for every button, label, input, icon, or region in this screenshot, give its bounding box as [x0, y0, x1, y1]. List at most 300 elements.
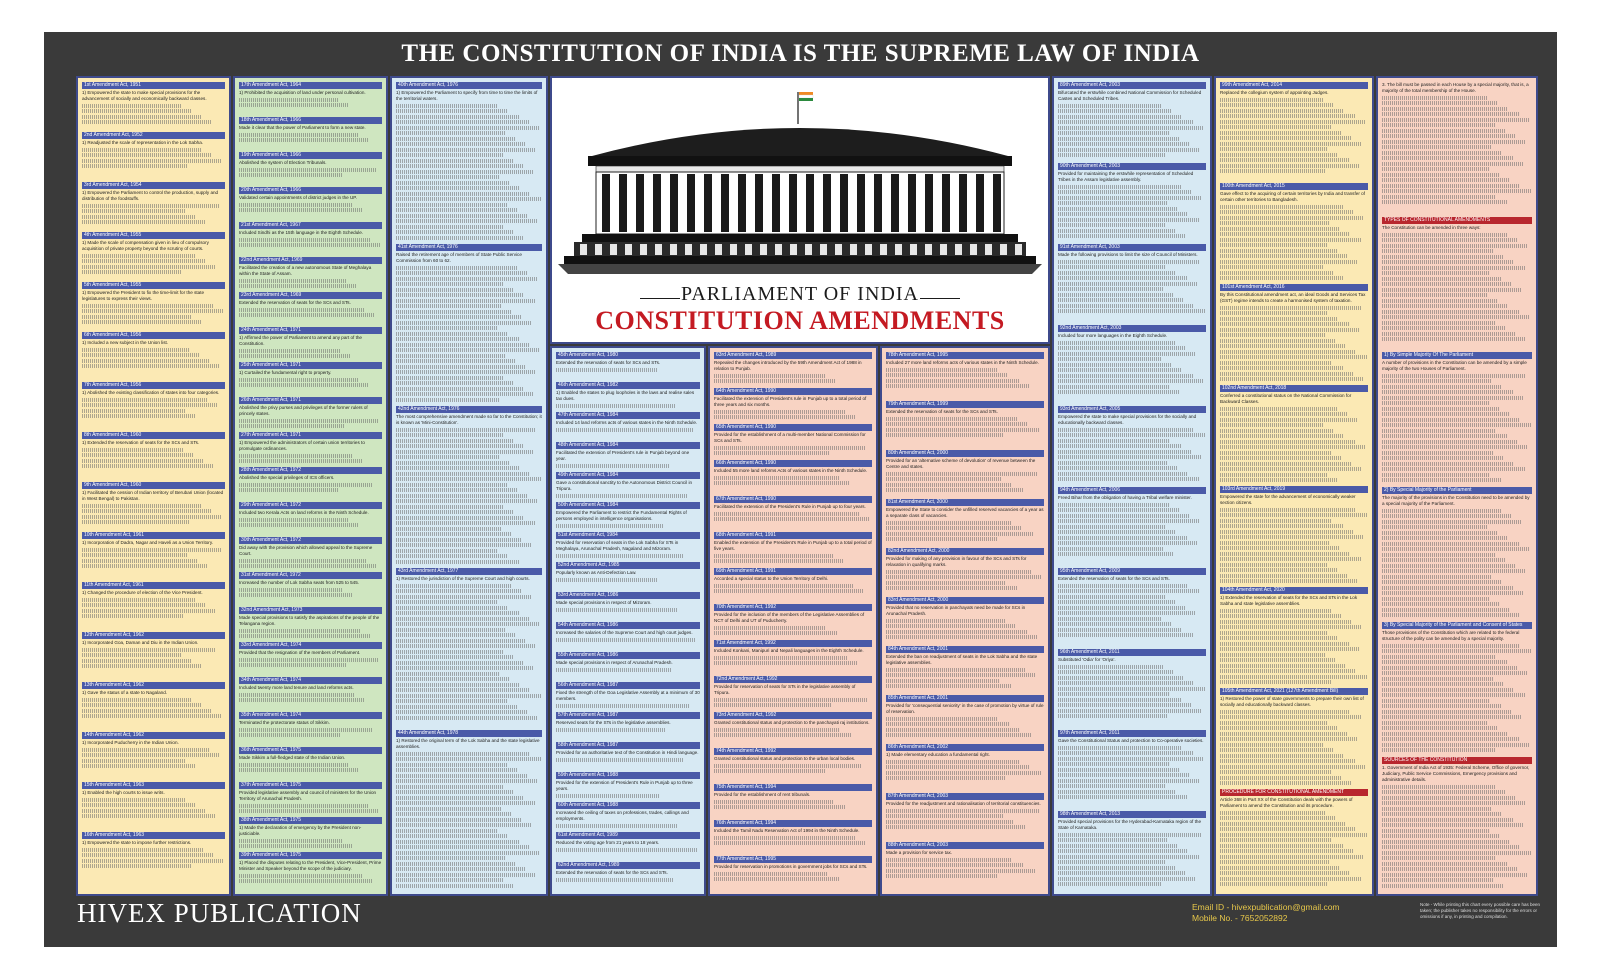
- amendment-text: Provided for the establishment of rent tribunals.: [714, 792, 811, 797]
- amendment-text: Reduced the voting age from 21 years to 18 years.: [556, 840, 660, 845]
- amendment-heading: 31st Amendment Act, 1972: [239, 572, 382, 579]
- amendment-heading: 1st Amendment Act, 1951: [82, 82, 225, 89]
- amendment-entry: [239, 152, 382, 184]
- amendment-text: Included Konkani, Manipuri and Nepali languages in the Eighth Schedule.: [714, 648, 864, 653]
- amendment-heading: 81st Amendment Act, 2000: [886, 499, 1044, 506]
- building-column: [602, 174, 610, 232]
- amendment-entry: [1382, 217, 1532, 349]
- amendment-text: Provided for an 'alternative scheme of devolution' of revenue between the Centre and states.: [886, 458, 1036, 469]
- building-window: [880, 244, 887, 255]
- fine-print-lines: [714, 872, 872, 882]
- amendment-text: Provided that no reservation in panchayats need be made for SCs in Arunachal Pradesh.: [886, 605, 1026, 616]
- building-window: [775, 244, 782, 255]
- amendment-heading: 13th Amendment Act, 1962: [82, 682, 225, 689]
- fine-print-lines: [239, 168, 382, 178]
- amendment-entry: [239, 397, 382, 429]
- amendment-text: Included 55 more land reforms Acts of various states in the Ninth Schedule.: [714, 468, 868, 473]
- amendment-heading: 43rd Amendment Act, 1977: [396, 568, 542, 575]
- fine-print-lines: [886, 668, 1044, 689]
- amendment-entry: [82, 182, 225, 229]
- amendment-text: Provided for reservation of seats in the Lok Sabha for STs in Meghalaya, Arunachal Pradesh, Nagaland and Mizoram.: [556, 540, 679, 551]
- amendment-entry: [714, 640, 872, 673]
- fine-print-lines: [556, 368, 700, 372]
- amendment-text: 1) Prohibited the acquisition of land under personal cultivation.: [239, 90, 366, 95]
- amendment-entry: [714, 424, 872, 457]
- amendment-text: Empowered the state to make special provisions for the socially and educationally backward classes.: [1058, 414, 1197, 425]
- amendment-heading: 77th Amendment Act, 1995: [714, 856, 872, 863]
- building-column: [942, 174, 950, 232]
- amendment-text: Abolished the special privileges of ICS officers.: [239, 475, 335, 480]
- fine-print-lines: [239, 419, 382, 429]
- amendment-text: The Constitution can be amended in three ways:: [1382, 225, 1481, 230]
- fine-print-lines: [1382, 509, 1532, 618]
- amendment-entry: [239, 222, 382, 254]
- amendment-text: Made a provision for service tax.: [886, 850, 953, 855]
- amendment-text: Provided for maintaining the erstwhile representation of Scheduled Tribes in the Assam legislative assembly.: [1058, 171, 1194, 182]
- fine-print-lines: [714, 410, 872, 420]
- amendment-text: 1) Enabled the states to plug loopholes in the laws and realise sales tax dues.: [556, 390, 695, 401]
- fine-print-lines: [1220, 508, 1368, 584]
- amendment-entry: [239, 537, 382, 569]
- amendment-heading: 75th Amendment Act, 1994: [714, 784, 872, 791]
- amendment-text: Provided for reservation of seats for STs in the legislative assembly of Tripura.: [714, 684, 856, 695]
- amendment-entry: [396, 730, 542, 889]
- fine-print-lines: [82, 204, 225, 225]
- amendment-heading: 88th Amendment Act, 2003: [886, 842, 1044, 849]
- amendment-column: [550, 346, 706, 896]
- amendment-text: Extended the reservation of seats for the SCs and STs.: [886, 409, 998, 414]
- fine-print-lines: [1058, 584, 1206, 638]
- fine-print-lines: [556, 704, 700, 708]
- amendment-text: 1) Extended the reservation of seats for the SCs and STs in the Lok Sabha and state legislative assemblies.: [1220, 595, 1358, 606]
- amendment-entry: [556, 832, 700, 859]
- amendment-heading: 60th Amendment Act, 1988: [556, 802, 700, 809]
- amendment-entry: [396, 244, 542, 403]
- fine-print-lines: [1058, 833, 1206, 887]
- amendment-entry: [886, 597, 1044, 643]
- amendment-heading: 33rd Amendment Act, 1974: [239, 642, 382, 649]
- amendment-heading: 7th Amendment Act, 1956: [82, 382, 225, 389]
- fine-print-lines: [82, 254, 225, 275]
- amendment-entry: [886, 744, 1044, 790]
- amendment-heading: 20th Amendment Act, 1966: [239, 187, 382, 194]
- fine-print-lines: [1058, 104, 1206, 158]
- amendment-entry: [556, 382, 700, 409]
- amendment-text: 1) Gave the status of a state to Nagaland.: [82, 690, 168, 695]
- fine-print-lines: [396, 428, 542, 564]
- amendment-entry: [886, 793, 1044, 839]
- amendment-heading: 99th Amendment Act, 2014: [1220, 82, 1368, 89]
- amendment-entry: [1058, 325, 1206, 403]
- amendment-text: Made special provisions in respect of Mizoram.: [556, 600, 652, 605]
- fine-print-lines: [239, 588, 382, 598]
- amendment-heading: 61st Amendment Act, 1989: [556, 832, 700, 839]
- amendment-entry: [82, 482, 225, 529]
- amendment-text: 1) Restored the original term of the Lok Sabha and the state legislative assemblies.: [396, 738, 540, 749]
- amendment-text: Provided for the readjustment and rationalisation of territorial constituencies.: [886, 801, 1041, 806]
- amendment-entry: [239, 712, 382, 744]
- fine-print-lines: [886, 809, 1044, 830]
- amendment-text: Facilitated the creation of a new autonomous State of Meghalaya within the State of Assam.: [239, 265, 372, 276]
- amendment-text: Facilitated the extension of President's rule in Punjab up to a total period of three years and six months.: [714, 396, 867, 407]
- amendment-text: Made the following provisions to limit the size of Council of Ministers.: [1058, 252, 1198, 257]
- amendment-heading: 3rd Amendment Act, 1954: [82, 182, 225, 189]
- amendment-text: Abolished the privy purses and privileges of the former rulers of princely states.: [239, 405, 368, 416]
- amendment-heading: 97th Amendment Act, 2011: [1058, 730, 1206, 737]
- amendment-heading: 72nd Amendment Act, 1992: [714, 676, 872, 683]
- amendment-heading: 49th Amendment Act, 1984: [556, 472, 700, 479]
- amendment-text: Provided for 'consequential seniority' in the case of promotion by virtue of rule of reservation.: [886, 703, 1044, 714]
- amendment-text: 1) Empowered the state to make special provisions for the advancement of socially and economically backward classes.: [82, 90, 207, 101]
- amendment-entry: [1220, 82, 1368, 180]
- amendment-entry: [82, 432, 225, 479]
- building-window: [760, 244, 767, 255]
- building-column: [840, 174, 848, 232]
- fine-print-lines: [82, 848, 225, 869]
- amendment-heading: 55th Amendment Act, 1986: [556, 652, 700, 659]
- disclaimer-note: Note - While printing this chart every possible care has been taken; the publisher takes no responsibility for the errors or omissions if any, in printing and compilation.: [1420, 902, 1541, 919]
- fine-print-lines: [82, 698, 225, 719]
- amendment-heading: 1) By Simple Majority Of The Parliament: [1382, 352, 1532, 359]
- fine-print-lines: [396, 584, 542, 720]
- amendment-text: Provided for the inclusion of the members of the Legislative Assemblies of NCT of Delhi and UT of Puducherry.: [714, 612, 865, 623]
- fine-print-lines: [556, 578, 700, 582]
- amendment-text: Article 368 in Part XX of the Constitution deals with the powers of Parliament to amend the Constitution and its procedure.: [1220, 797, 1353, 808]
- amendment-entry: [1058, 406, 1206, 484]
- contact-info: [1192, 902, 1340, 924]
- amendment-text: 1) Affirmed the power of Parliament to amend any part of the Constitution.: [239, 335, 362, 346]
- fine-print-lines: [886, 521, 1044, 542]
- amendment-entry: [886, 499, 1044, 545]
- building-window: [730, 244, 737, 255]
- fine-print-lines: [82, 648, 225, 669]
- amendment-entry: [1058, 244, 1206, 322]
- fine-print-lines: [556, 878, 700, 882]
- amendment-heading: 6th Amendment Act, 1956: [82, 332, 225, 339]
- fine-print-lines: [556, 824, 700, 828]
- building-window: [715, 244, 722, 255]
- amendment-entry: [556, 532, 700, 559]
- amendment-entry: [556, 652, 700, 679]
- fine-print-lines: [1058, 185, 1206, 239]
- fine-print-lines: [714, 626, 872, 636]
- amendment-column: [880, 346, 1050, 896]
- fine-print-lines: [239, 98, 382, 108]
- building-window: [670, 244, 677, 255]
- amendment-entry: [1058, 568, 1206, 646]
- amendment-entry: [239, 817, 382, 849]
- fine-print-lines: [556, 608, 700, 612]
- amendment-text: 1) Included a new subject in the Union list.: [82, 340, 169, 345]
- amendment-text: Increased the salaries of the Supreme Court and high court judges.: [556, 630, 693, 635]
- amendment-entry: [714, 820, 872, 853]
- amendment-entry: [82, 582, 225, 629]
- amendment-heading: 44th Amendment Act, 1978: [396, 730, 542, 737]
- amendment-text: 1) Restored the power of state governments to prepare their own list of socially and educationally backward classes.: [1220, 696, 1364, 707]
- amendment-heading: 26th Amendment Act, 1971: [239, 397, 382, 404]
- amendment-text: Provided for an authoritative text of the Constitution in Hindi language.: [556, 750, 699, 755]
- amendment-entry: [1382, 487, 1532, 619]
- amendment-entry: [396, 406, 542, 565]
- fine-print-lines: [1220, 407, 1368, 483]
- amendment-text: 1) Empowered the administrators of certain union territories to promulgate ordinances.: [239, 440, 365, 451]
- amendment-entry: [1058, 730, 1206, 808]
- amendment-entry: [82, 82, 225, 129]
- building-column: [755, 174, 763, 232]
- amendment-entry: [556, 712, 700, 739]
- amendment-text: Provided legislative assembly and council of ministers for the Union Territory of Arunachal Pradesh.: [239, 790, 377, 801]
- amendment-text: Gave the Constitutional Status and protection to Co-operative societies.: [1058, 738, 1204, 743]
- amendment-heading: 103rd Amendment Act, 2019: [1220, 486, 1368, 493]
- amendment-entry: [239, 607, 382, 639]
- amendment-text: 1) Empowered the state to impose further restrictions.: [82, 840, 192, 845]
- building-window: [805, 244, 812, 255]
- amendment-entry: [82, 382, 225, 429]
- amendment-heading: 98th Amendment Act, 2013: [1058, 811, 1206, 818]
- amendment-column: [1214, 76, 1374, 896]
- amendment-entry: [239, 82, 382, 114]
- amendment-entry: [714, 388, 872, 421]
- amendment-entry: [886, 450, 1044, 496]
- fine-print-lines: [1382, 785, 1532, 890]
- amendment-column: [233, 76, 388, 896]
- amendment-heading: 74th Amendment Act, 1992: [714, 748, 872, 755]
- amendment-text: Provided for the establishment of a multi-member National Commission for SCs and STs.: [714, 432, 866, 443]
- amendment-heading: 27th Amendment Act, 1971: [239, 432, 382, 439]
- amendment-entry: [556, 742, 700, 769]
- amendment-text: Provided for the extension of President's Rule in Punjab up to three years.: [556, 780, 693, 791]
- amendment-text: 1) Enabled the high courts to issue writs.: [82, 790, 165, 795]
- building-column: [908, 174, 916, 232]
- amendment-heading: 8th Amendment Act, 1960: [82, 432, 225, 439]
- building-window: [970, 244, 977, 255]
- amendment-text: Made Sikkim a full-fledged state of the Indian Union.: [239, 755, 346, 760]
- building-column: [704, 174, 712, 232]
- amendment-heading: 76th Amendment Act, 1994: [714, 820, 872, 827]
- fine-print-lines: [714, 698, 872, 708]
- amendment-entry: [1058, 811, 1206, 889]
- amendment-text: Included 14 land reforms acts of various states in the Ninth Schedule.: [556, 420, 698, 425]
- amendment-text: 1) Readjusted the scale of representation in the Lok Sabha.: [82, 140, 204, 145]
- amendment-entry: [714, 604, 872, 637]
- building-column: [874, 174, 882, 232]
- fine-print-lines: [714, 584, 872, 594]
- parliament-title: PARLIAMENT OF INDIA: [681, 283, 919, 305]
- amendment-column: [708, 346, 878, 896]
- amendment-entry: [239, 362, 382, 394]
- amendment-entry: [1220, 789, 1368, 887]
- amendment-heading: 36th Amendment Act, 1975: [239, 747, 382, 754]
- amendment-heading: 35th Amendment Act, 1974: [239, 712, 382, 719]
- amendment-heading: 102nd Amendment Act, 2018: [1220, 385, 1368, 392]
- fine-print-lines: [239, 378, 382, 388]
- amendment-entry: [1058, 82, 1206, 160]
- amendment-entry: [82, 632, 225, 679]
- fine-print-lines: [396, 266, 542, 402]
- amendment-text: Bifurcated the erstwhile combined National Commission for Scheduled Castes and Scheduled Tribes.: [1058, 90, 1202, 101]
- building-column: [670, 174, 678, 232]
- fine-print-lines: [556, 524, 700, 528]
- amendment-heading: 100th Amendment Act, 2015: [1220, 183, 1368, 190]
- fine-print-lines: [239, 874, 382, 884]
- fine-print-lines: [1220, 710, 1368, 786]
- amendment-heading: 73rd Amendment Act, 1992: [714, 712, 872, 719]
- amendment-heading: 92nd Amendment Act, 2003: [1058, 325, 1206, 332]
- amendment-text: The majority of the provisions in the Constitution need to be amended by a special majority of the Parliament.: [1382, 495, 1530, 506]
- fine-print-lines: [886, 717, 1044, 738]
- amendment-heading: 24th Amendment Act, 1971: [239, 327, 382, 334]
- fine-print-lines: [886, 417, 1044, 438]
- amendment-entry: [714, 496, 872, 529]
- fine-print-lines: [82, 798, 225, 819]
- amendment-entry: [556, 592, 700, 619]
- amendment-text: Extended the reservation of seats for the SCs and STs.: [556, 870, 668, 875]
- amendment-column: [76, 76, 231, 896]
- amendment-heading: 94th Amendment Act, 2006: [1058, 487, 1206, 494]
- amendment-heading: 56th Amendment Act, 1987: [556, 682, 700, 689]
- building-column: [959, 174, 967, 232]
- amendment-heading: PROCEDURE FOR CONSTITUTIONAL AMENDMENT: [1220, 789, 1368, 796]
- fine-print-lines: [714, 656, 872, 666]
- fine-print-lines: [714, 728, 872, 738]
- mobile-text: Mobile No. - 7652052892: [1192, 913, 1288, 923]
- amendment-heading: 29th Amendment Act, 1972: [239, 502, 382, 509]
- amendment-text: 1) Empowered the Parliament to control the production, supply and distribution of the foodstuffs.: [82, 190, 219, 201]
- fine-print-lines: [1058, 665, 1206, 719]
- amendment-entry: [239, 187, 382, 219]
- amendment-text: Included four more languages in the Eighth Schedule.: [1058, 333, 1168, 338]
- amendment-entry: [714, 460, 872, 493]
- amendment-entry: [1058, 163, 1206, 241]
- fine-print-lines: [239, 728, 382, 738]
- amendment-heading: 86th Amendment Act, 2002: [886, 744, 1044, 751]
- amendment-heading: 53rd Amendment Act, 1986: [556, 592, 700, 599]
- fine-print-lines: [239, 763, 382, 773]
- amendment-text: 1) Curtailed the fundamental right to property.: [239, 370, 332, 375]
- amendment-heading: 2) By Special Majority of the Parliament: [1382, 487, 1532, 494]
- amendment-text: 1) Incorporated Goa, Daman and Diu in the Indian Union.: [82, 640, 199, 645]
- amendment-heading: 19th Amendment Act, 1966: [239, 152, 382, 159]
- amendment-entry: [556, 352, 700, 379]
- amendment-entry: [1220, 385, 1368, 483]
- amendment-entry: [239, 257, 382, 289]
- amendment-text: Extended the reservation of seats for the SCs and STs.: [1058, 576, 1170, 581]
- amendment-text: Gave effect to the acquiring of certain territories by India and transfer of certain other territories to Bangladesh.: [1220, 191, 1365, 202]
- amendment-heading: 16th Amendment Act, 1963: [82, 832, 225, 839]
- amendment-entry: [239, 327, 382, 359]
- amendment-text: Raised the retirement age of members of State Public Service Commission from 60 to 62.: [396, 252, 522, 263]
- fine-print-lines: [714, 374, 872, 384]
- amendment-column: [1376, 76, 1538, 896]
- fine-print-lines: [82, 748, 225, 769]
- amendment-entry: [396, 82, 542, 241]
- building-window: [850, 244, 857, 255]
- building-column: [993, 174, 1001, 232]
- amendment-text: 1. Government of India Act of 1935: Federal Scheme, Office of governor, Judiciary, Public Service Commissions, Emergency provisions and administrative details.: [1382, 765, 1530, 782]
- fine-print-lines: [1220, 811, 1368, 887]
- amendment-text: 1) Made the scale of compensation given in lieu of compulsory acquisition of private property beyond the scrutiny of courts.: [82, 240, 209, 251]
- fine-print-lines: [886, 368, 1044, 389]
- amendment-entry: [556, 442, 700, 469]
- amendment-heading: 65th Amendment Act, 1990: [714, 424, 872, 431]
- amendment-heading: 52nd Amendment Act, 1985: [556, 562, 700, 569]
- fine-print-lines: [239, 693, 382, 703]
- amendment-heading: 95th Amendment Act, 2009: [1058, 568, 1206, 575]
- amendment-text: 1) Incorporation of Dadra, Nagar and Haveli as a Union Territory.: [82, 540, 214, 545]
- fine-print-lines: [1058, 746, 1206, 800]
- amendment-entry: [556, 862, 700, 889]
- amendment-heading: 96th Amendment Act, 2011: [1058, 649, 1206, 656]
- amendment-heading: 101st Amendment Act, 2016: [1220, 284, 1368, 291]
- building-window: [685, 244, 692, 255]
- fine-print-lines: [1382, 374, 1532, 483]
- amendment-heading: 28th Amendment Act, 1972: [239, 467, 382, 474]
- amendments-title: CONSTITUTION AMENDMENTS: [595, 306, 1005, 335]
- amendment-text: Empowered the State to consider the unfilled reserved vacancies of a year as a separate class of vacancies.: [886, 507, 1044, 518]
- amendment-heading: 80th Amendment Act, 2000: [886, 450, 1044, 457]
- amendment-entry: [1382, 82, 1532, 214]
- fine-print-lines: [556, 404, 700, 408]
- amendment-text: Substituted 'Odia' for 'Oriya'.: [1058, 657, 1116, 662]
- amendment-entry: [714, 712, 872, 745]
- amendment-text: 1) Restored the jurisdiction of the Supreme Court and high courts.: [396, 576, 530, 581]
- fine-print-lines: [714, 836, 872, 846]
- building-window: [625, 244, 632, 255]
- fine-print-lines: [82, 598, 225, 619]
- amendment-heading: 47th Amendment Act, 1984: [556, 412, 700, 419]
- fine-print-lines: [239, 839, 382, 849]
- amendment-text: Facilitated the extension of President's rule in Punjab beyond one year.: [556, 450, 690, 461]
- building-window: [910, 244, 917, 255]
- amendment-heading: 89th Amendment Act, 2003: [1058, 82, 1206, 89]
- fine-print-lines: [556, 554, 700, 558]
- amendment-heading: 25th Amendment Act, 1971: [239, 362, 382, 369]
- amendment-text: Granted constitutional status and protection to the urban local bodies.: [714, 756, 856, 761]
- fine-print-lines: [1220, 609, 1368, 685]
- amendment-text: Extended the ban on readjustment of seats in the Lok Sabha and the state legislative assemblies.: [886, 654, 1038, 665]
- amendment-entry: [82, 732, 225, 779]
- parliament-banner: [550, 76, 1050, 344]
- amendment-heading: 69th Amendment Act, 1991: [714, 568, 872, 575]
- chart-title: THE CONSTITUTION OF INDIA IS THE SUPREME LAW OF INDIA: [401, 40, 1200, 67]
- amendment-text: Conferred a constitutional status on the National Commission for Backward Classes.: [1220, 393, 1352, 404]
- amendment-heading: 37th Amendment Act, 1975: [239, 782, 382, 789]
- amendment-entry: [556, 412, 700, 439]
- amendment-text: Gave a constitutional sanctity to the Autonomous District Council in Tripura.: [556, 480, 693, 491]
- amendment-text: 1) Empowered the President to fix the time-limit for the state legislatures to express their views.: [82, 290, 205, 301]
- email-text: Email ID - hivexpublication@gmail.com: [1192, 902, 1340, 912]
- amendment-text: Accorded a special status to the Union Territory of Delhi.: [714, 576, 829, 581]
- amendment-heading: 22nd Amendment Act, 1969: [239, 257, 382, 264]
- amendment-heading: 64th Amendment Act, 1990: [714, 388, 872, 395]
- fine-print-lines: [82, 148, 225, 169]
- amendment-entry: [239, 292, 382, 324]
- fine-print-lines: [239, 349, 382, 359]
- amendment-heading: 2nd Amendment Act, 1952: [82, 132, 225, 139]
- amendment-heading: 82nd Amendment Act, 2000: [886, 548, 1044, 555]
- amendment-text: Granted constitutional status and protection to the panchayati raj institutions.: [714, 720, 870, 725]
- fine-print-lines: [1058, 428, 1206, 482]
- fine-print-lines: [239, 559, 382, 569]
- amendment-heading: 85th Amendment Act, 2001: [886, 695, 1044, 702]
- amendment-heading: 34th Amendment Act, 1974: [239, 677, 382, 684]
- fine-print-lines: [714, 446, 872, 456]
- amendment-entry: [886, 842, 1044, 888]
- amendment-entry: [82, 832, 225, 879]
- fine-print-lines: [1220, 98, 1368, 174]
- amendment-heading: 18th Amendment Act, 1966: [239, 117, 382, 124]
- amendment-heading: 63rd Amendment Act, 1989: [714, 352, 872, 359]
